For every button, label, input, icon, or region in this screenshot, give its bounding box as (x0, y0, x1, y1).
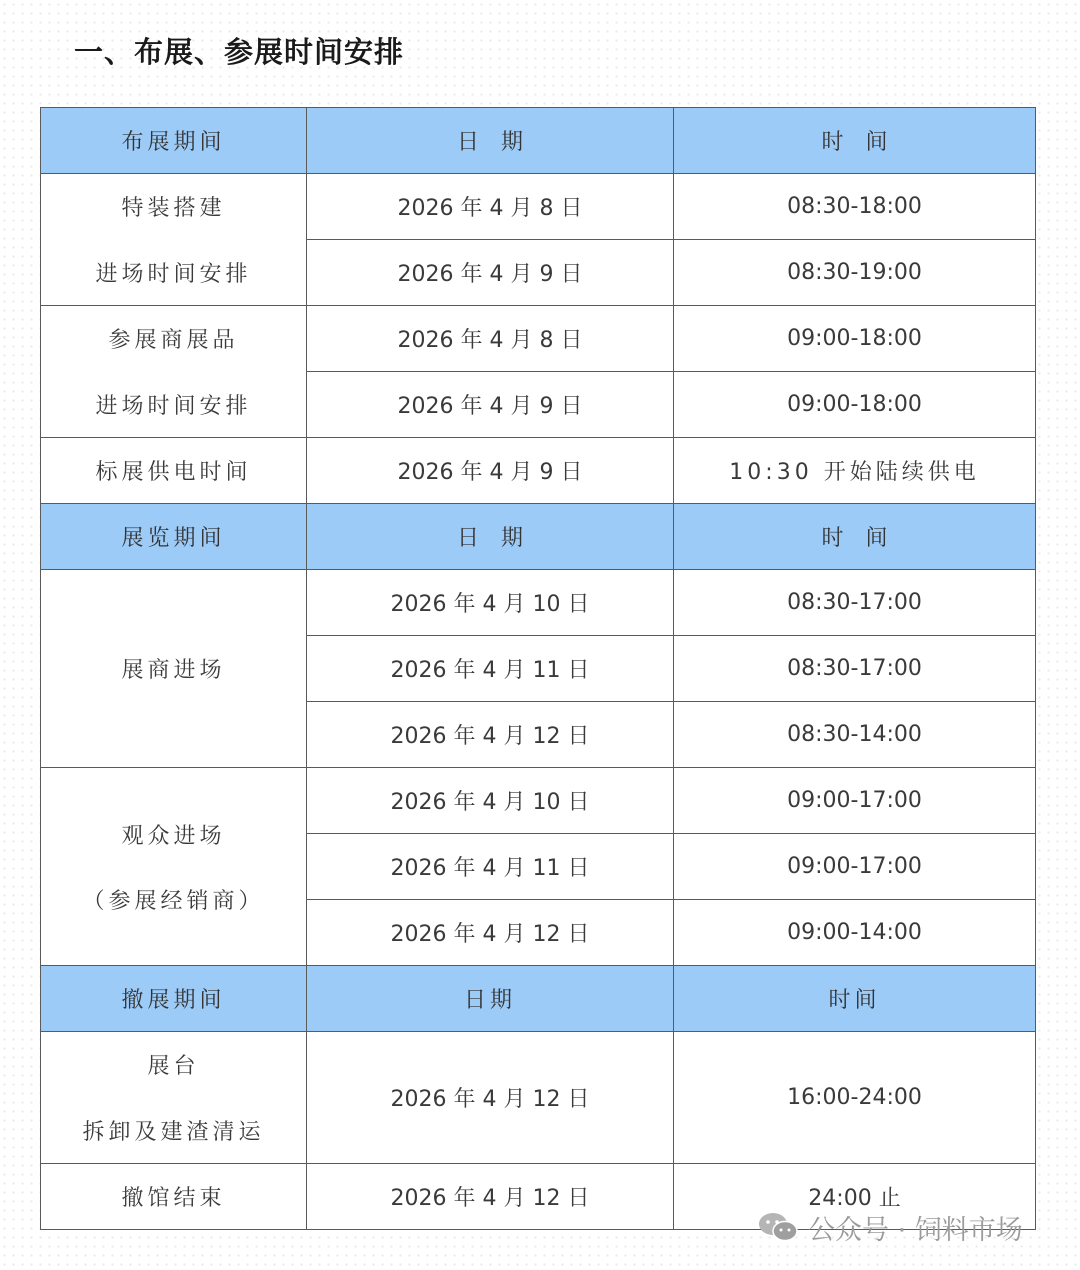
group-label-line: 拆卸及建渣清运 (82, 1119, 265, 1145)
page-title: 一、布展、参展时间安排 (74, 35, 405, 69)
date-cell: 2026 年 4 月 9 日 (307, 438, 674, 504)
date-cell: 2026 年 4 月 10 日 (307, 570, 674, 636)
date-cell: 2026 年 4 月 12 日 (307, 1032, 674, 1164)
date-cell: 2026 年 4 月 10 日 (307, 768, 674, 834)
date-cell: 2026 年 4 月 11 日 (307, 636, 674, 702)
table-header-row (41, 108, 1036, 174)
group-label (41, 768, 307, 966)
time-cell: 08:30-17:00 (674, 570, 1036, 636)
header-period: 展览期间 (41, 504, 307, 570)
date-cell: 2026 年 4 月 8 日 (307, 306, 674, 372)
time-cell: 08:30-17:00 (674, 636, 1036, 702)
header-time: 时 间 (674, 504, 1036, 570)
time-cell: 16:00-24:00 (674, 1032, 1036, 1164)
time-cell: 08:30-18:00 (674, 174, 1036, 240)
group-label-line: 进场时间安排 (95, 393, 252, 419)
header-date: 日 期 (307, 108, 674, 174)
date-cell: 2026 年 4 月 12 日 (307, 900, 674, 966)
header-period: 布展期间 (41, 108, 307, 174)
header-date: 日 期 (307, 504, 674, 570)
date-cell: 2026 年 4 月 8 日 (307, 174, 674, 240)
header-date: 日期 (307, 966, 674, 1032)
wechat-icon (756, 1210, 800, 1244)
table-row (41, 174, 1036, 240)
group-label-line: 观众进场 (121, 823, 226, 849)
schedule-table (40, 107, 1036, 1230)
time-cell: 10:30 开始陆续供电 (674, 438, 1036, 504)
group-label-line: （参展经销商） (82, 888, 265, 914)
date-cell: 2026 年 4 月 9 日 (307, 240, 674, 306)
table-header-row (41, 966, 1036, 1032)
group-label-line: 参展商展品 (108, 328, 239, 354)
table-row (41, 306, 1036, 372)
watermark (756, 1208, 1023, 1246)
time-cell: 08:30-19:00 (674, 240, 1036, 306)
time-cell: 09:00-17:00 (674, 834, 1036, 900)
time-cell: 24:00 止 (674, 1164, 1036, 1230)
group-label: 标展供电时间 (41, 438, 307, 504)
header-time: 时间 (674, 966, 1036, 1032)
table-row (41, 570, 1036, 636)
table-row (41, 438, 1036, 504)
group-label-line: 特装搭建 (121, 196, 226, 222)
group-label (41, 1032, 307, 1164)
header-period: 撤展期间 (41, 966, 307, 1032)
group-label (41, 306, 307, 438)
date-cell: 2026 年 4 月 12 日 (307, 702, 674, 768)
date-cell: 2026 年 4 月 9 日 (307, 372, 674, 438)
time-cell: 09:00-17:00 (674, 768, 1036, 834)
time-cell: 09:00-14:00 (674, 900, 1036, 966)
date-cell: 2026 年 4 月 11 日 (307, 834, 674, 900)
group-label-line: 进场时间安排 (95, 261, 252, 287)
header-time: 时 间 (674, 108, 1036, 174)
table-row (41, 1032, 1036, 1164)
table-row (41, 768, 1036, 834)
group-label: 展商进场 (41, 570, 307, 768)
time-cell: 08:30-14:00 (674, 702, 1036, 768)
group-label-line: 展台 (147, 1054, 200, 1080)
group-label: 撤馆结束 (41, 1164, 307, 1230)
watermark-text: 公众号 · 饲料市场 (808, 1214, 1023, 1246)
date-cell: 2026 年 4 月 12 日 (307, 1164, 674, 1230)
group-label (41, 174, 307, 306)
time-cell: 09:00-18:00 (674, 372, 1036, 438)
time-cell: 09:00-18:00 (674, 306, 1036, 372)
table-header-row (41, 504, 1036, 570)
